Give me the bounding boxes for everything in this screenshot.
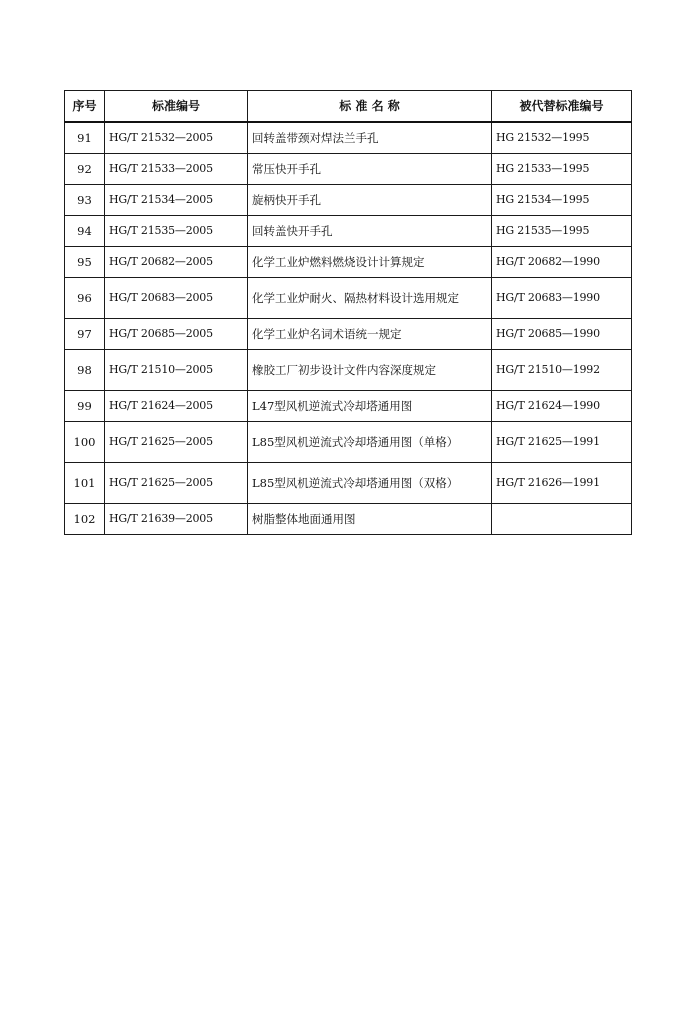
- cell-code: HG/T 21625—2005: [105, 422, 248, 463]
- header-seq: 序号: [65, 91, 105, 123]
- cell-seq: 97: [65, 319, 105, 350]
- cell-replaced: HG/T 21624—1990: [492, 391, 632, 422]
- cell-name: 回转盖快开手孔: [248, 216, 492, 247]
- cell-name: L85型风机逆流式冷却塔通用图（双格）: [248, 463, 492, 504]
- cell-replaced: HG 21532—1995: [492, 122, 632, 154]
- table-row: [65, 247, 632, 278]
- cell-name: 旋柄快开手孔: [248, 185, 492, 216]
- cell-name: 树脂整体地面通用图: [248, 504, 492, 535]
- cell-name: 常压快开手孔: [248, 154, 492, 185]
- header-standard-code: 标准编号: [105, 91, 248, 123]
- cell-seq: 102: [65, 504, 105, 535]
- cell-code: HG/T 20683—2005: [105, 278, 248, 319]
- cell-name: 回转盖带颈对焊法兰手孔: [248, 122, 492, 154]
- table-row: [65, 216, 632, 247]
- cell-replaced: HG/T 21510—1992: [492, 350, 632, 391]
- cell-code: HG/T 21510—2005: [105, 350, 248, 391]
- table-row: [65, 504, 632, 535]
- cell-name: 橡胶工厂初步设计文件内容深度规定: [248, 350, 492, 391]
- table-row: [65, 154, 632, 185]
- cell-seq: 93: [65, 185, 105, 216]
- cell-seq: 98: [65, 350, 105, 391]
- cell-name: 化学工业炉名词术语统一规定: [248, 319, 492, 350]
- cell-code: HG/T 21639—2005: [105, 504, 248, 535]
- cell-code: HG/T 21624—2005: [105, 391, 248, 422]
- cell-code: HG/T 21625—2005: [105, 463, 248, 504]
- table-row: [65, 463, 632, 504]
- table-row: [65, 278, 632, 319]
- cell-seq: 99: [65, 391, 105, 422]
- cell-replaced: HG 21533—1995: [492, 154, 632, 185]
- cell-seq: 94: [65, 216, 105, 247]
- table-header-row: [65, 91, 632, 123]
- table-row: [65, 391, 632, 422]
- cell-replaced: HG/T 21626—1991: [492, 463, 632, 504]
- cell-replaced: HG/T 20683—1990: [492, 278, 632, 319]
- cell-code: HG/T 21534—2005: [105, 185, 248, 216]
- cell-replaced: [492, 504, 632, 535]
- cell-code: HG/T 21533—2005: [105, 154, 248, 185]
- cell-replaced: HG/T 20685—1990: [492, 319, 632, 350]
- cell-name: 化学工业炉燃料燃烧设计计算规定: [248, 247, 492, 278]
- cell-code: HG/T 20685—2005: [105, 319, 248, 350]
- table-row: [65, 422, 632, 463]
- cell-seq: 96: [65, 278, 105, 319]
- table-row: [65, 319, 632, 350]
- cell-replaced: HG/T 21625—1991: [492, 422, 632, 463]
- header-replaced-code: 被代替标准编号: [492, 91, 632, 123]
- cell-name: L47型风机逆流式冷却塔通用图: [248, 391, 492, 422]
- cell-code: HG/T 21532—2005: [105, 122, 248, 154]
- standards-table: [64, 90, 632, 535]
- cell-seq: 101: [65, 463, 105, 504]
- cell-code: HG/T 21535—2005: [105, 216, 248, 247]
- cell-seq: 92: [65, 154, 105, 185]
- table-row: [65, 185, 632, 216]
- cell-name: L85型风机逆流式冷却塔通用图（单格）: [248, 422, 492, 463]
- cell-seq: 91: [65, 122, 105, 154]
- cell-replaced: HG 21535—1995: [492, 216, 632, 247]
- cell-seq: 95: [65, 247, 105, 278]
- table-row: [65, 350, 632, 391]
- cell-seq: 100: [65, 422, 105, 463]
- cell-replaced: HG 21534—1995: [492, 185, 632, 216]
- table-row: [65, 122, 632, 154]
- cell-code: HG/T 20682—2005: [105, 247, 248, 278]
- cell-replaced: HG/T 20682—1990: [492, 247, 632, 278]
- cell-name: 化学工业炉耐火、隔热材料设计选用规定: [248, 278, 492, 319]
- header-standard-name: 标 准 名 称: [248, 91, 492, 123]
